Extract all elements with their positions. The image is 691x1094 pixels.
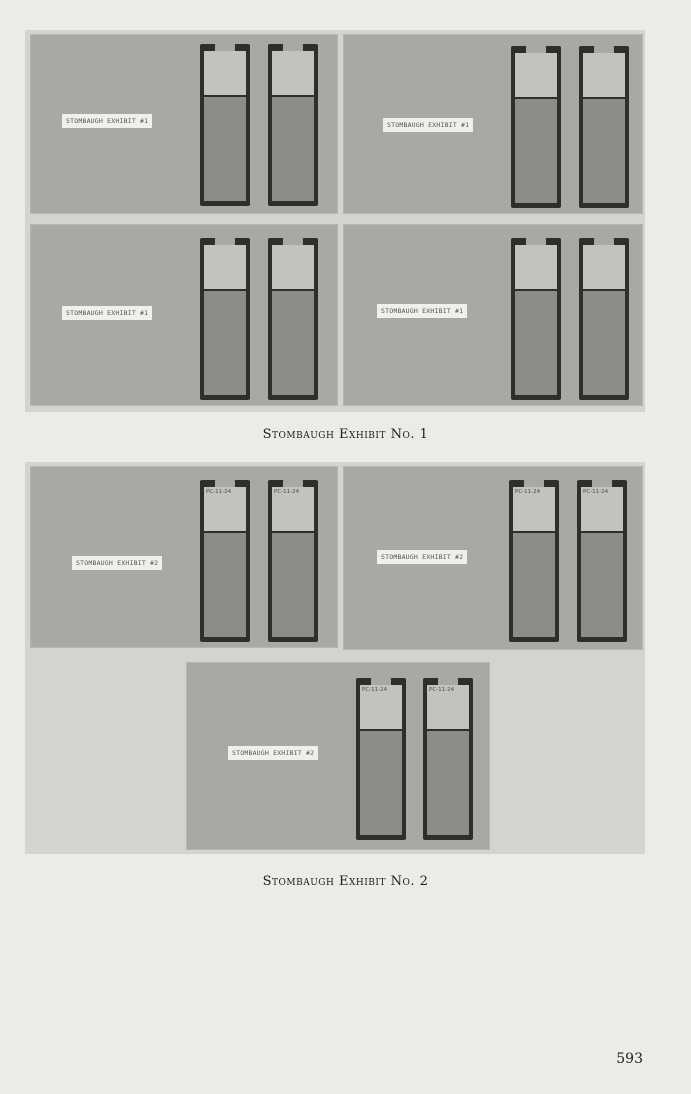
microscope-slide [200, 44, 250, 206]
microscope-slide [511, 238, 561, 400]
exhibit-2-caption: Stombaugh Exhibit No. 2 [262, 874, 429, 889]
card-label: STOMBAUGH EXHIBIT #2 [228, 746, 318, 760]
microscope-slide [579, 46, 629, 208]
exhibit-1-card [343, 224, 643, 406]
slide-label: PC-11-24 [581, 487, 623, 531]
slide-label [515, 53, 557, 97]
exhibit-1-card [30, 34, 338, 214]
slide-glass [583, 99, 625, 203]
slide-glass [204, 533, 246, 637]
microscope-slide [577, 480, 627, 642]
card-label: STOMBAUGH EXHIBIT #2 [377, 550, 467, 564]
slide-label: PC-11-24 [513, 487, 555, 531]
slide-label [204, 51, 246, 95]
slide-glass [272, 97, 314, 201]
slide-label [583, 53, 625, 97]
microscope-slide [268, 44, 318, 206]
slide-label: PC-11-24 [204, 487, 246, 531]
slide-label: PC-11-24 [360, 685, 402, 729]
exhibit-1-caption: Stombaugh Exhibit No. 1 [262, 427, 429, 442]
card-label: STOMBAUGH EXHIBIT #1 [62, 306, 152, 320]
exhibit-2-card [30, 466, 338, 648]
slide-glass [272, 291, 314, 395]
microscope-slide [423, 678, 473, 840]
microscope-slide [200, 238, 250, 400]
slide-label [515, 245, 557, 289]
slide-glass [360, 731, 402, 835]
slide-label: PC-11-24 [427, 685, 469, 729]
microscope-slide [356, 678, 406, 840]
microscope-slide [268, 238, 318, 400]
exhibit-1-card [30, 224, 338, 406]
card-label: STOMBAUGH EXHIBIT #1 [62, 114, 152, 128]
microscope-slide [200, 480, 250, 642]
microscope-slide [268, 480, 318, 642]
slide-label: PC-11-24 [272, 487, 314, 531]
card-label: STOMBAUGH EXHIBIT #2 [72, 556, 162, 570]
slide-glass [515, 99, 557, 203]
slide-label [272, 245, 314, 289]
card-label: STOMBAUGH EXHIBIT #1 [383, 118, 473, 132]
slide-label [204, 245, 246, 289]
slide-glass [515, 291, 557, 395]
slide-glass [272, 533, 314, 637]
card-label: STOMBAUGH EXHIBIT #1 [377, 304, 467, 318]
slide-glass [204, 291, 246, 395]
slide-label [583, 245, 625, 289]
slide-label [272, 51, 314, 95]
exhibit-1-card [343, 34, 643, 214]
microscope-slide [511, 46, 561, 208]
page-number: 593 [616, 1051, 643, 1067]
exhibit-2-card [186, 662, 490, 850]
slide-glass [427, 731, 469, 835]
slide-glass [513, 533, 555, 637]
slide-glass [583, 291, 625, 395]
microscope-slide [509, 480, 559, 642]
slide-glass [204, 97, 246, 201]
exhibit-2-card [343, 466, 643, 650]
slide-glass [581, 533, 623, 637]
microscope-slide [579, 238, 629, 400]
